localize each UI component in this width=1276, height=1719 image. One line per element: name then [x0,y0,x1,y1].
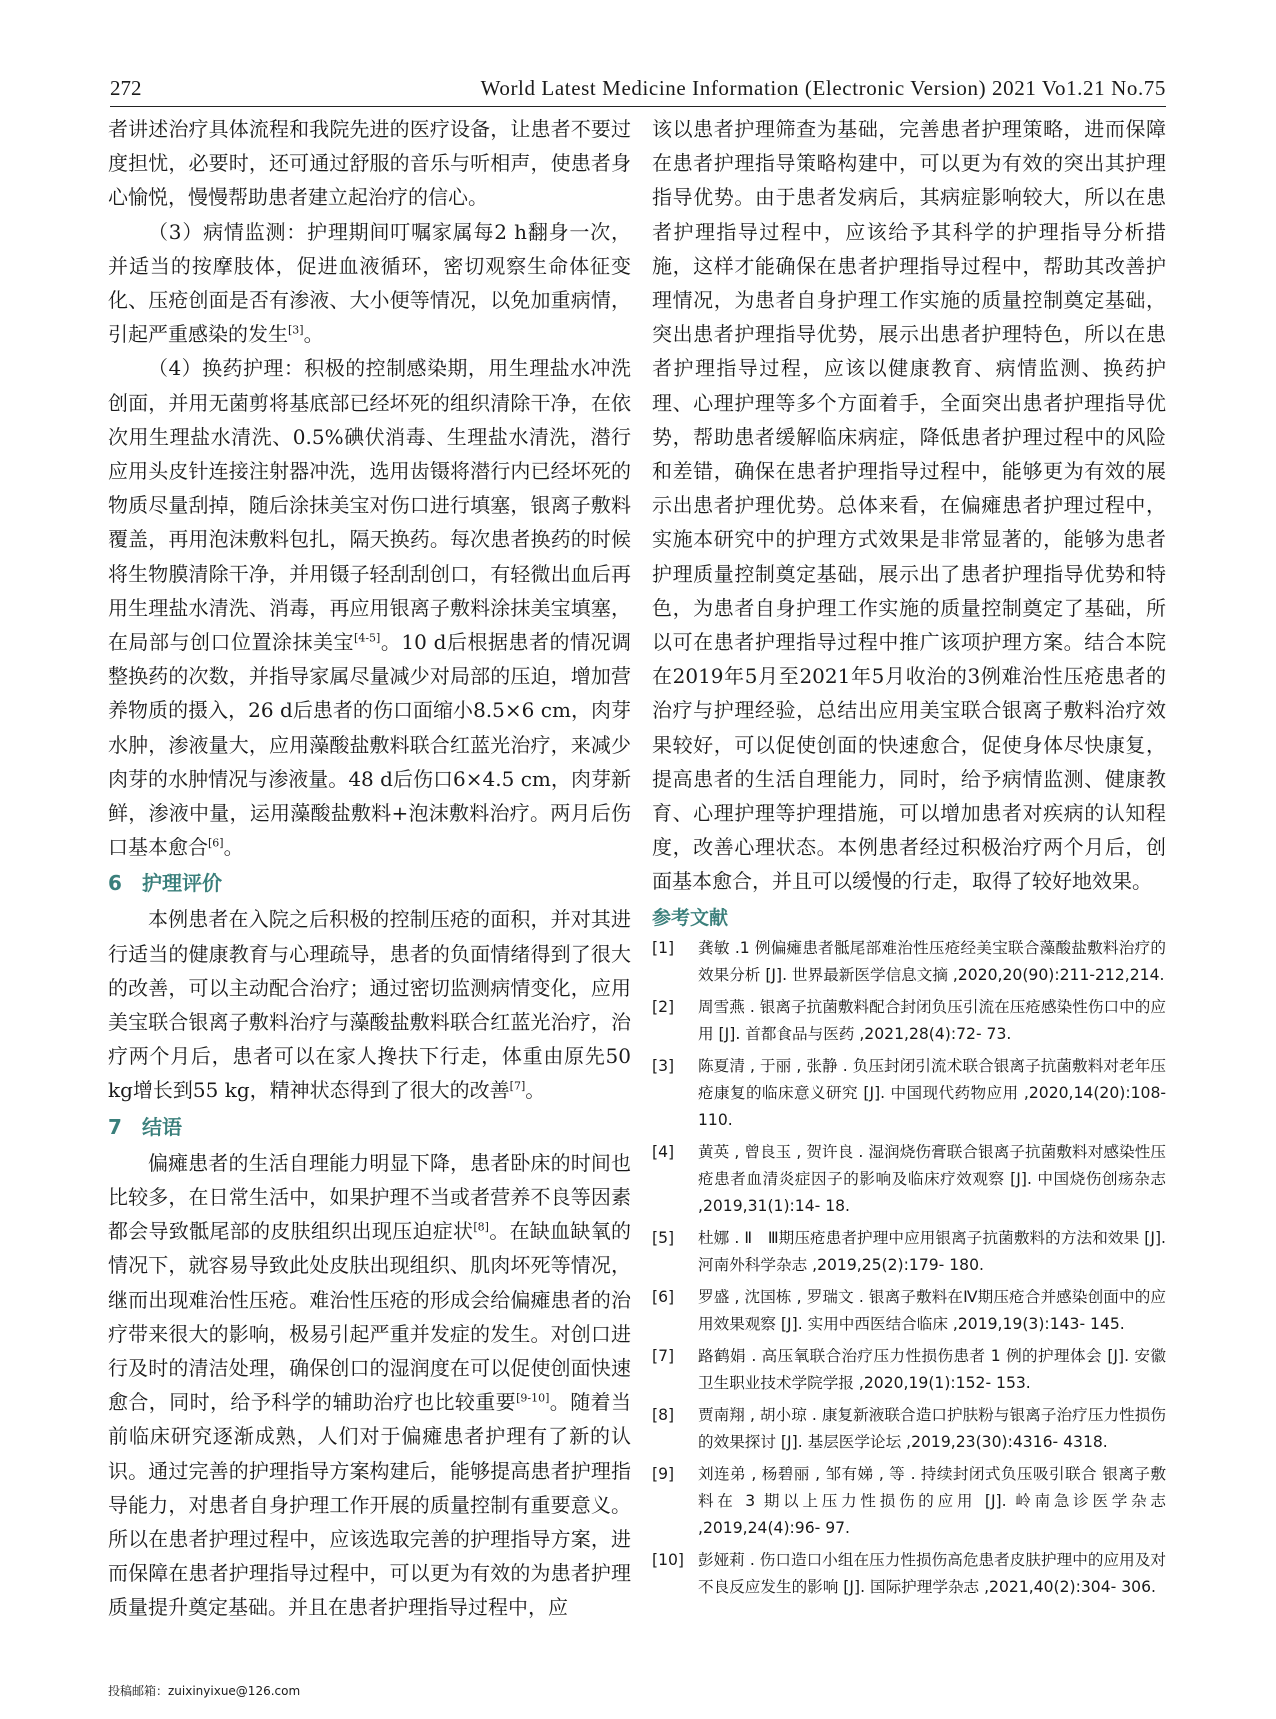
citation: [4-5] [354,631,381,645]
section-heading: 6 护理评价 [108,871,222,896]
paragraph: （3）病情监测：护理期间叮嘱家属每2 h翻身一次，并适当的按摩肢体，促进血液循环，密切观察生命体征变化、压疮创面是否有渗液、大小便等情况，以免加重病情，引起严重感染的发生[3]。 [108,219,631,347]
paragraph: （4）换药护理：积极的控制感染期，用生理盐水冲洗创面，并用无菌剪将基底部已经坏死的组织清除干净，在依次用生理盐水清洗、0.5%碘伏消毒、生理盐水清洗，潜行应用头皮针连接注射器冲洗，选用齿镊将潜行内已经坏死的物质尽量刮掉，随后涂抹美宝对伤口进行填塞，银离子敷料覆盖，再用泡沫敷料包扎，隔天换药。每次患者换药的时候将生物膜清除干净，并用镊子轻刮刮创口，有轻微出血后再用生理盐水清洗、消毒，再应用银离子敷料涂抹美宝填塞，在局部与创口位置涂抹美宝[4-5]。10 d后根据患者的情况调整换药的次数，并指导家属尽量减少对局部的压迫，增加营养物质的摄入，26 d后患者的伤口面缩小8.5×6 cm，肉芽水肿，渗液量大，应用藻酸盐敷料联合红蓝光治疗，来减少肉芽的水肿情况与渗液量。48 d后伤口6×4.5 cm，肉芽新鲜，渗液中量，运用藻酸盐敷料+泡沫敷料治疗。两月后伤口基本愈合[6]。 [108,356,631,860]
reference-item: [6] 罗盛 , 沈国栋 , 罗瑞文 . 银离子敷料在Ⅳ期压疮合并感染创面中的应用效果观察 [J]. 实用中西医结合临床 ,2019,19(3):143- 145. [652,1287,1166,1333]
citation: [8] [473,1220,489,1234]
right-column [652,112,1166,1606]
citation: [3] [288,323,304,337]
page-number: 272 [110,76,142,100]
reference-list [652,935,1166,1601]
citation: [6] [208,836,224,850]
section-heading: 7 结语 [108,1114,182,1139]
reference-item: [4] 黄英 , 曾良玉 , 贺许良 . 湿润烧伤膏联合银离子抗菌敷料对感染性压疮患者血清炎症因子的影响及临床疗效观察 [J]. 中国烧伤创疡杂志 ,2019,31(1):14- 18. [652,1142,1166,1215]
references-heading: 参考文献 [652,906,729,929]
journal-title: World Latest Medicine Information (Electronic Version) 2021 Vo1.21 No.75 [480,76,1166,100]
reference-item: [7] 路鹤娟 . 高压氧联合治疗压力性损伤患者 1 例的护理体会 [J]. 安徽卫生职业技术学院学报 ,2020,19(1):152- 153. [652,1346,1166,1392]
paragraph: 本例患者在入院之后积极的控制压疮的面积，并对其进行适当的健康教育与心理疏导，患者的负面情绪得到了很大的改善，可以主动配合治疗；通过密切监测病情变化，应用美宝联合银离子敷料治疗与藻酸盐敷料联合红蓝光治疗，治疗两个月后，患者可以在家人搀扶下行走，体重由原先50 kg增长到55 kg，精神状态得到了很大的改善[7]。 [108,907,631,1103]
reference-item: [3] 陈夏清 , 于丽 , 张静 . 负压封闭引流术联合银离子抗菌敷料对老年压疮康复的临床意义研究 [J]. 中国现代药物应用 ,2020,14(20):108- 110. [652,1056,1166,1129]
submission-email: 投稿邮箱：zuixinyixue@126.com [108,1684,301,1698]
reference-item: [2] 周雪燕 . 银离子抗菌敷料配合封闭负压引流在压疮感染性伤口中的应用 [J]. 首都食品与医药 ,2021,28(4):72- 73. [652,997,1166,1043]
paragraph: 该以患者护理筛查为基础，完善患者护理策略，进而保障在患者护理指导策略构建中，可以更为有效的突出其护理指导优势。由于患者发病后，其病症影响较大，所以在患者护理指导过程中，应该给予其科学的护理指导分析措施，这样才能确保在患者护理指导过程中，帮助其改善护理情况，为患者自身护理工作实施的质量控制奠定基础，突出患者护理指导优势，展示出患者护理特色，所以在患者护理指导过程，应该以健康教育、病情监测、换药护理、心理护理等多个方面着手，全面突出患者护理指导优势，帮助患者缓解临床病症，降低患者护理过程中的风险和差错，确保在患者护理指导过程中，能够更为有效的展示出患者护理优势。总体来看，在偏瘫患者护理过程中，实施本研究中的护理方式效果是非常显著的，能够为患者护理质量控制奠定基础，展示出了患者护理指导优势和特色，为患者自身护理工作实施的质量控制奠定了基础，所以可在患者护理指导过程中推广该项护理方案。结合本院在2019年5月至2021年5月收治的3例难治性压疮患者的治疗与护理经验，总结出应用美宝联合银离子敷料治疗效果较好，可以促使创面的快速愈合，促使身体尽快康复，提高患者的生活自理能力，同时，给予病情监测、健康教育、心理护理等护理措施，可以增加患者对疾病的认知程度，改善心理状态。本例患者经过积极治疗两个月后，创面基本愈合，并且可以缓慢的行走，取得了较好地效果。 [652,117,1166,894]
reference-item: [10] 彭娅莉 . 伤口造口小组在压力性损伤高危患者皮肤护理中的应用及对不良反应发生的影响 [J]. 国际护理学杂志 ,2021,40(2):304- 306. [652,1550,1166,1596]
reference-item: [5] 杜娜 . Ⅱ Ⅲ期压疮患者护理中应用银离子抗菌敷料的方法和效果 [J]. 河南外科学杂志 ,2019,25(2):179- 180. [652,1228,1166,1274]
running-header [110,72,1166,107]
reference-item: [9] 刘连弟 , 杨碧丽 , 邹有娣 , 等 . 持续封闭式负压吸引联合 银离子敷料在 3 期以上压力性损伤的应用 [J]. 岭南急诊医学杂志 ,2019,24(4):96- 97. [652,1464,1166,1537]
citation: [9-10] [516,1391,550,1405]
left-column [108,112,631,1625]
paragraph: 偏瘫患者的生活自理能力明显下降，患者卧床的时间也比较多，在日常生活中，如果护理不当或者营养不良等因素都会导致骶尾部的皮肤组织出现压迫症状[8]。在缺血缺氧的情况下，就容易导致此处皮肤出现组织、肌肉坏死等情况，继而出现难治性压疮。难治性压疮的形成会给偏瘫患者的治疗带来很大的影响，极易引起严重并发症的发生。对创口进行及时的清洁处理，确保创口的湿润度在可以促使创面快速愈合，同时，给予科学的辅助治疗也比较重要[9-10]。随着当前临床研究逐渐成熟，人们对于偏瘫患者护理有了新的认识。通过完善的护理指导方案构建后，能够提高患者护理指导能力，对患者自身护理工作开展的质量控制有重要意义。所以在患者护理过程中，应该选取完善的护理指导方案，进而保障在患者护理指导过程中，可以更为有效的为患者护理质量提升奠定基础。并且在患者护理指导过程中，应 [108,1150,632,1620]
citation: [7] [509,1079,526,1093]
reference-item: [1] 龚敏 .1 例偏瘫患者骶尾部难治性压疮经美宝联合藻酸盐敷料治疗的效果分析 [J]. 世界最新医学信息文摘 ,2020,20(90):211-212,214. [652,938,1166,984]
paragraph: 者讲述治疗具体流程和我院先进的医疗设备，让患者不要过度担忧，必要时，还可通过舒服的音乐与听相声，使患者身心愉悦，慢慢帮助患者建立起治疗的信心。 [108,117,631,210]
reference-item: [8] 贾南翔 , 胡小琼 . 康复新液联合造口护肤粉与银离子治疗压力性损伤的效果探讨 [J]. 基层医学论坛 ,2019,23(30):4316- 4318. [652,1405,1166,1451]
